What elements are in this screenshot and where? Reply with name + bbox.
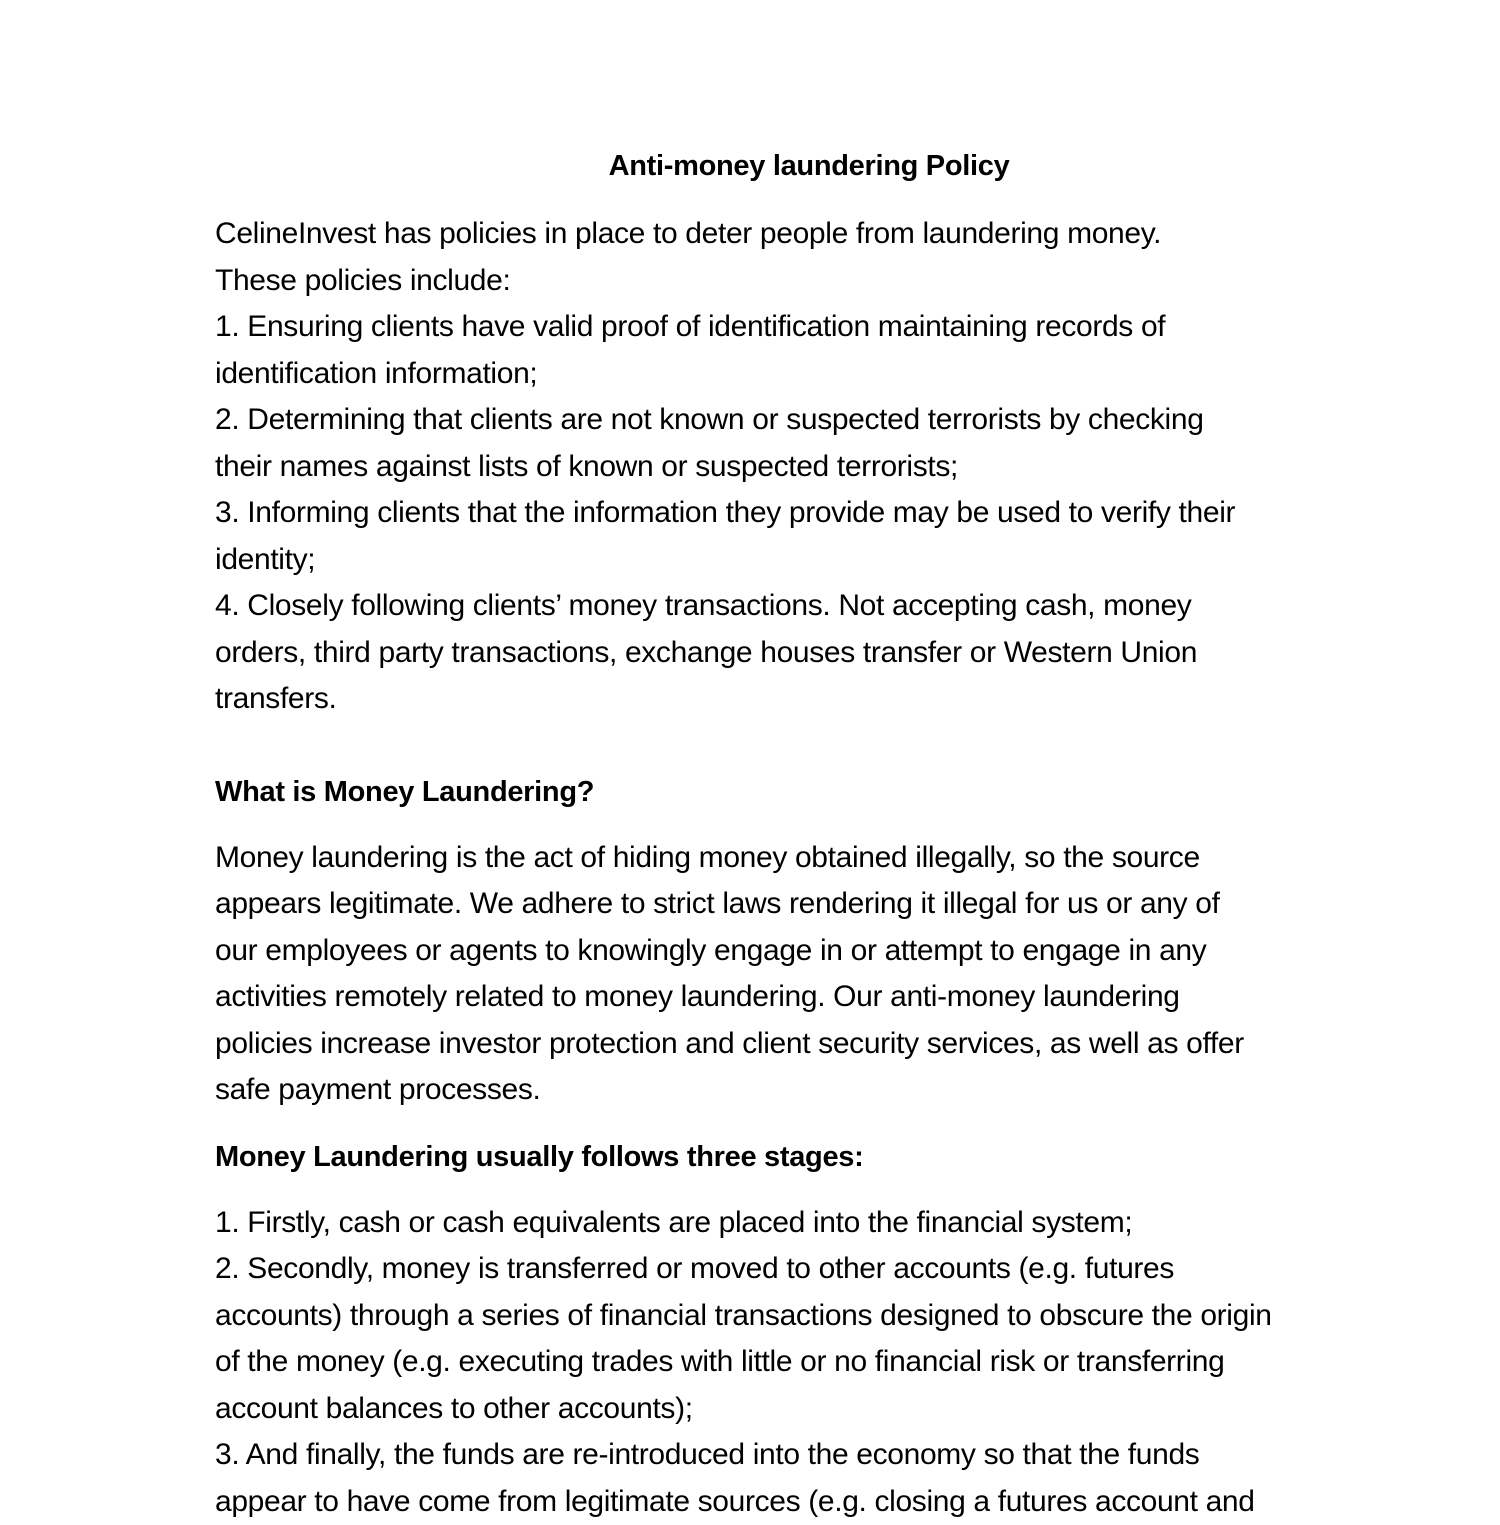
stage-item-line: appear to have come from legitimate sources (e.g. closing a futures account and xyxy=(215,1479,1395,1525)
policy-item xyxy=(215,304,1395,397)
section-heading-three-stages: Money Laundering usually follows three stages: xyxy=(215,1134,1395,1180)
stage-item xyxy=(215,1246,1395,1432)
policy-item-line: transfers. xyxy=(215,676,1395,723)
definition-line: safe payment processes. xyxy=(215,1067,1395,1114)
intro-line: CelineInvest has policies in place to deter people from laundering money. xyxy=(215,211,1395,258)
policy-item xyxy=(215,490,1395,583)
stage-item-line: of the money (e.g. executing trades with little or no financial risk or transferring xyxy=(215,1339,1395,1386)
stage-item xyxy=(215,1432,1395,1525)
definition-line: policies increase investor protection and client security services, as well as offer xyxy=(215,1021,1395,1068)
intro-paragraph xyxy=(215,211,1395,304)
document-body xyxy=(215,146,1395,1525)
definition-line: Money laundering is the act of hiding money obtained illegally, so the source xyxy=(215,835,1395,882)
policy-item-line: 4. Closely following clients’ money transactions. Not accepting cash, money xyxy=(215,583,1395,630)
definition-paragraph xyxy=(215,835,1395,1114)
policy-item-line: their names against lists of known or suspected terrorists; xyxy=(215,444,1395,491)
policy-item-line: identification information; xyxy=(215,351,1395,398)
policy-item xyxy=(215,397,1395,490)
section-heading-what-is-money-laundering: What is Money Laundering? xyxy=(215,769,1395,815)
document-title: Anti-money laundering Policy xyxy=(215,146,1395,186)
spacer xyxy=(215,723,1395,769)
stage-item xyxy=(215,1200,1395,1247)
stages-list xyxy=(215,1200,1395,1525)
policy-list xyxy=(215,304,1395,723)
stage-item-line: account balances to other accounts); xyxy=(215,1386,1395,1433)
intro-line: These policies include: xyxy=(215,258,1395,305)
stage-item-line: 2. Secondly, money is transferred or moved to other accounts (e.g. futures xyxy=(215,1246,1395,1293)
definition-line: activities remotely related to money laundering. Our anti-money laundering xyxy=(215,974,1395,1021)
policy-item-line: orders, third party transactions, exchange houses transfer or Western Union xyxy=(215,630,1395,677)
policy-item-line: 3. Informing clients that the information they provide may be used to verify their xyxy=(215,490,1395,537)
spacer xyxy=(215,1114,1395,1134)
stage-item-line: accounts) through a series of financial transactions designed to obscure the origin xyxy=(215,1293,1395,1340)
stage-item-line: 1. Firstly, cash or cash equivalents are placed into the financial system; xyxy=(215,1200,1395,1247)
spacer xyxy=(215,815,1395,835)
definition-line: appears legitimate. We adhere to strict laws rendering it illegal for us or any of xyxy=(215,881,1395,928)
definition-line: our employees or agents to knowingly engage in or attempt to engage in any xyxy=(215,928,1395,975)
spacer xyxy=(215,1180,1395,1200)
policy-item-line: 1. Ensuring clients have valid proof of identification maintaining records of xyxy=(215,304,1395,351)
policy-item xyxy=(215,583,1395,723)
stage-item-line: 3. And finally, the funds are re-introduced into the economy so that the funds xyxy=(215,1432,1395,1479)
policy-item-line: identity; xyxy=(215,537,1395,584)
policy-item-line: 2. Determining that clients are not known or suspected terrorists by checking xyxy=(215,397,1395,444)
